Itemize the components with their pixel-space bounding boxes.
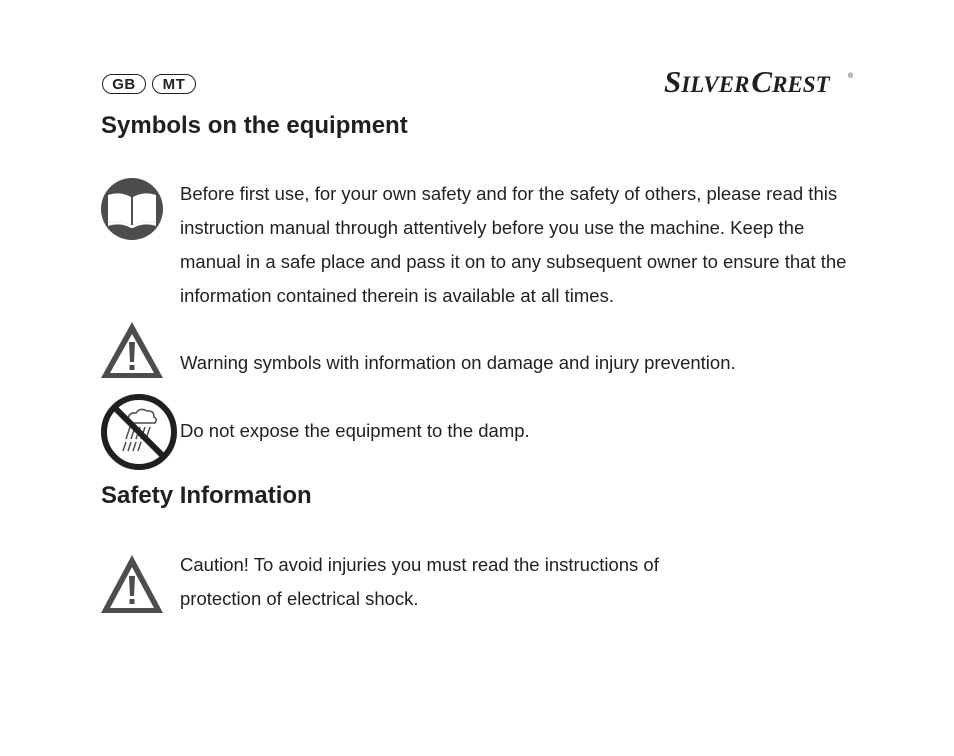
- brand-logo: [662, 64, 856, 100]
- damp-warning-text: Do not expose the equipment to the damp.: [180, 420, 530, 441]
- manual-notice-text: Before first use, for your own safety and for the safety of others, please read this instruction manual through attentively before you use the machine. Keep the manual in a safe place and pass it on to any subsequent owner to ensure that the information contained therein is available at all times.: [180, 183, 847, 306]
- warning-triangle-icon: [100, 320, 164, 380]
- caution-text: Caution! To avoid injuries you must read the instructions of protection of electrical shock.: [180, 554, 659, 609]
- language-badge-gb: GB: [102, 74, 146, 94]
- warning-symbol-text: Warning symbols with information on damage and injury prevention.: [180, 352, 736, 373]
- language-badge-mt: MT: [152, 74, 196, 94]
- svg-text:SILVERCREST: SILVERCREST: [664, 64, 830, 99]
- section-title-symbols: Symbols on the equipment: [101, 112, 408, 139]
- book-icon: [100, 177, 164, 241]
- svg-text:®: ®: [848, 73, 854, 80]
- section-title-safety: Safety Information: [101, 482, 312, 509]
- warning-triangle-icon: [100, 553, 164, 615]
- no-damp-icon: [100, 393, 178, 471]
